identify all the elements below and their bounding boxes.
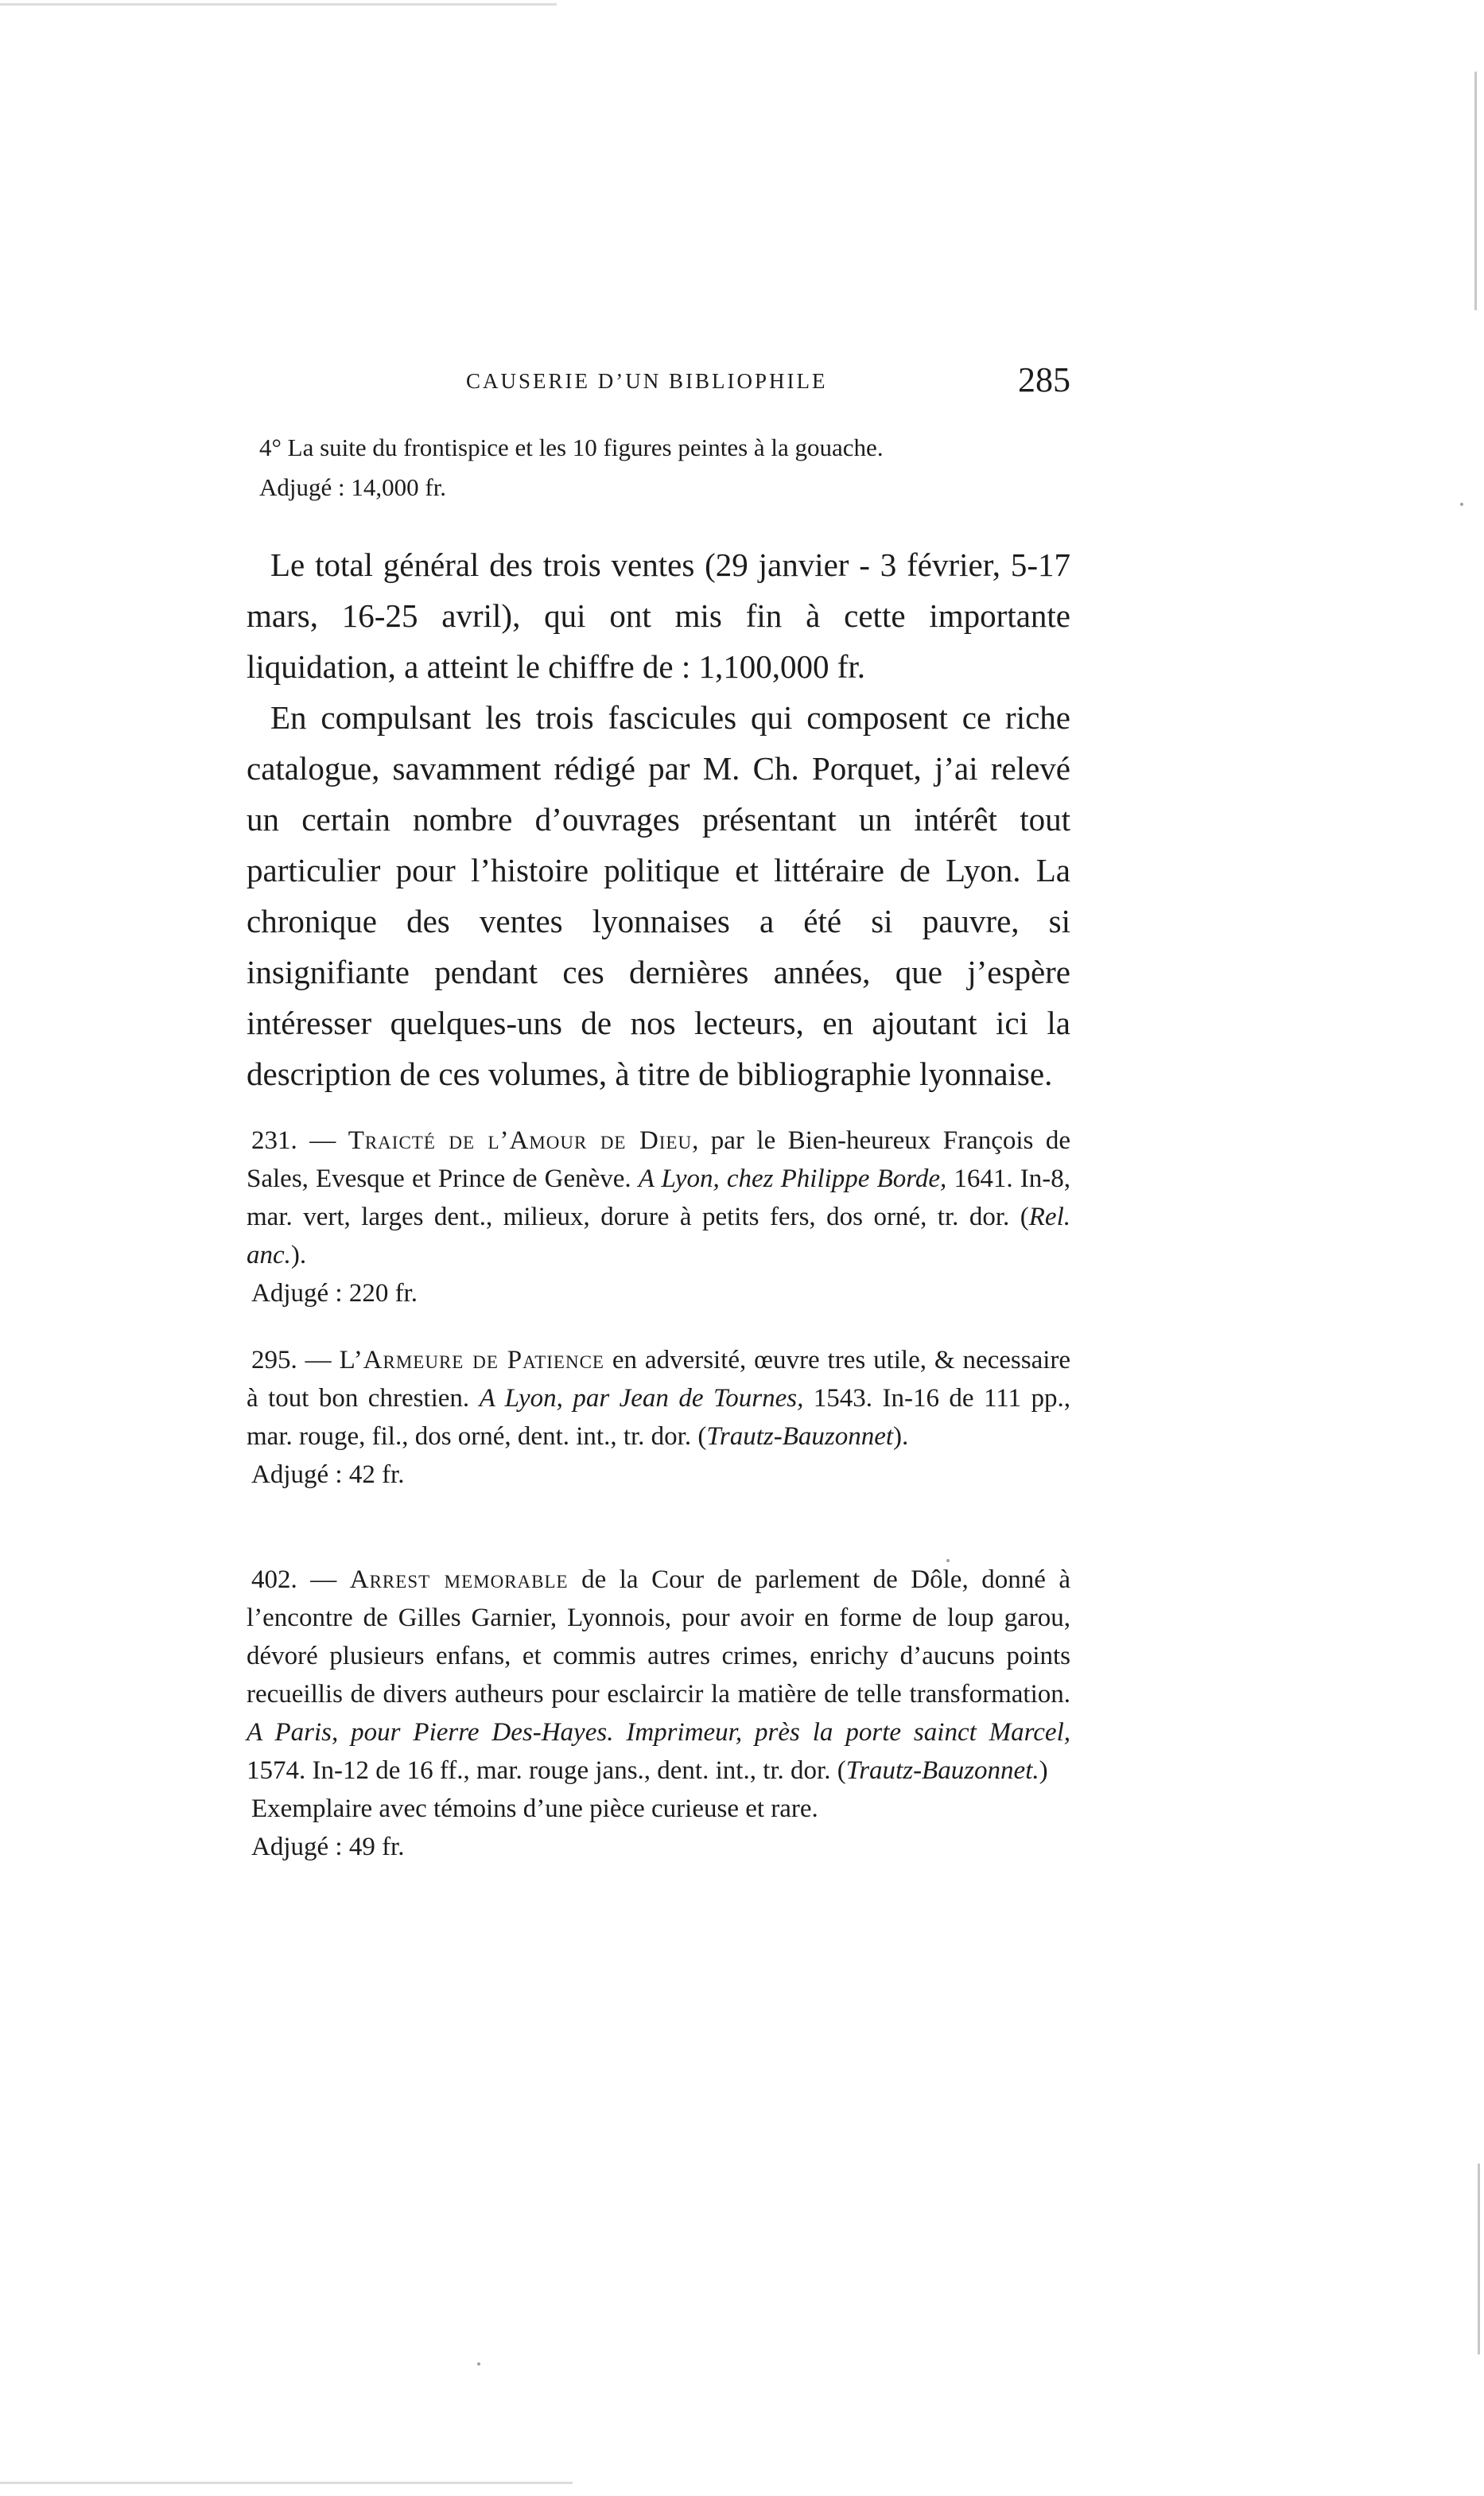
entry-imprint: A Lyon, chez Philippe Borde, bbox=[638, 1164, 947, 1193]
speck bbox=[477, 2362, 480, 2366]
top-item bbox=[247, 428, 1070, 507]
entry-text bbox=[247, 1122, 1070, 1274]
top-item-text: 4° La suite du frontispice et les 10 figures peintes à la gouache. bbox=[259, 433, 884, 461]
top-item-adjuge: Adjugé : 14,000 fr. bbox=[259, 473, 447, 501]
scan-edge-bottom bbox=[0, 2482, 573, 2484]
page-number: 285 bbox=[1018, 360, 1070, 399]
scan-edge-top bbox=[0, 3, 557, 6]
entry-text bbox=[247, 1561, 1070, 1790]
scan-edge-right bbox=[1474, 72, 1477, 310]
entry-adjuge: Adjugé : 220 fr. bbox=[251, 1279, 418, 1308]
entry-description: en adversité, œuvre tres utile, & necessaire à tout bon chrestien. bbox=[247, 1346, 1071, 1413]
entry-collation: 1543. In-16 de 111 pp., mar. rouge, fil., dos orné, dent. int., tr. dor. ( bbox=[247, 1384, 1070, 1451]
entry-close: ). bbox=[893, 1422, 909, 1451]
entry-title: L’Armeure de Patience bbox=[339, 1346, 604, 1374]
page-header bbox=[267, 360, 1070, 415]
entry-close: ). bbox=[290, 1241, 307, 1269]
entry-text bbox=[247, 1341, 1070, 1456]
entry-adjuge: Adjugé : 49 fr. bbox=[251, 1833, 405, 1861]
scan-edge-right-lower bbox=[1478, 2164, 1480, 2354]
entry-close: ) bbox=[1039, 1756, 1048, 1785]
entry-description: , par le Bien-heureux François de Sales, Evesque et Prince de Genève. bbox=[247, 1126, 1070, 1193]
entry-number: 231. — bbox=[251, 1126, 336, 1155]
entry-number: 295. — bbox=[251, 1346, 332, 1374]
entry-binding: Trautz-Bauzonnet. bbox=[845, 1756, 1039, 1785]
paragraph-1: Le total général des trois ventes (29 janvier - 3 février, 5-17 mars, 16-25 avril), qui ont mis fin à cette importante liquidation, a atteint le chiffre de : 1,100,000 fr. bbox=[247, 546, 1070, 685]
running-title: CAUSERIE D’UN BIBLIOPHILE bbox=[466, 369, 828, 393]
entry-binding: Rel. anc. bbox=[247, 1203, 1070, 1269]
main-text bbox=[247, 539, 1070, 1099]
entry-title: Traicté de l’Amour de Dieu bbox=[348, 1126, 693, 1155]
entry-imprint: A Lyon, par Jean de Tournes, bbox=[479, 1384, 804, 1413]
entry-title: Arrest memorable bbox=[349, 1565, 569, 1594]
speck bbox=[1460, 503, 1463, 506]
entry-note: Exemplaire avec témoins d’une pièce curieuse et rare. bbox=[251, 1794, 818, 1823]
entry-231 bbox=[247, 1122, 1070, 1312]
entry-imprint: A Paris, pour Pierre Des-Hayes. Imprimeur, près la porte sainct Marcel, bbox=[247, 1718, 1070, 1747]
entry-number: 402. — bbox=[251, 1565, 337, 1594]
entry-adjuge: Adjugé : 42 fr. bbox=[251, 1460, 405, 1489]
entry-295 bbox=[247, 1341, 1070, 1494]
entry-402 bbox=[247, 1561, 1070, 1866]
paragraph-2: En compulsant les trois fascicules qui composent ce riche catalogue, savamment rédigé par M. Ch. Porquet, j’ai relevé un certain nombre d’ouvrages présentant un intérêt tout particulier pour l’histoire politique et littéraire de Lyon. La chronique des ventes lyonnaises a été si pauvre, si insignifiante pendant ces dernières années, que j’espère intéresser quelques-uns de nos lecteurs, en ajoutant ici la description de ces volumes, à titre de bibliographie lyonnaise. bbox=[247, 699, 1070, 1092]
entry-description: de la Cour de parlement de Dôle, donné à l’encontre de Gilles Garnier, Lyonnois, pour avoir en forme de loup garou, dévoré plusieurs enfans, et commis autres crimes, enrichy d’aucuns points recueillis de divers autheurs pour esclaircir la matière de telle transformation. bbox=[247, 1565, 1070, 1709]
entry-collation: 1641. In-8, mar. vert, larges dent., milieux, dorure à petits fers, dos orné, tr. dor. ( bbox=[247, 1164, 1070, 1231]
entry-collation: 1574. In-12 de 16 ff., mar. rouge jans., dent. int., tr. dor. ( bbox=[247, 1756, 846, 1785]
entry-binding: Trautz-Bauzonnet bbox=[706, 1422, 894, 1451]
